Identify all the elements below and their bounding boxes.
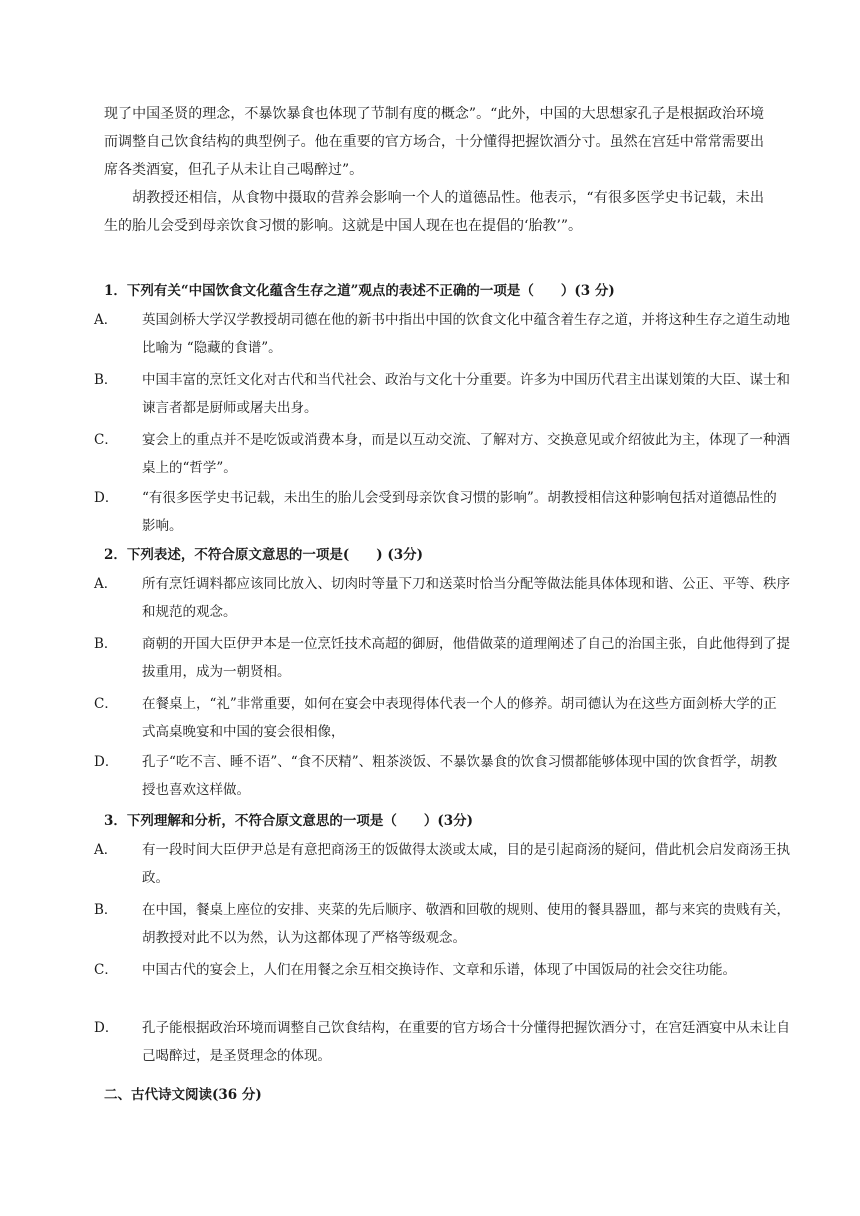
option-text: 中国丰富的烹饪文化对古代和当代社会、政治与文化十分重要。许多为中国历代君主出谋划策的大臣、谋士和谏言者都是厨师或屠夫出身。 [142, 372, 790, 416]
question-3-option-a [94, 836, 790, 892]
option-letter: B． [94, 372, 118, 388]
question-3-option-c [94, 956, 790, 984]
option-letter: A． [94, 842, 118, 858]
option-text: 所有烹饪调料都应该同比放入、切肉时等量下刀和送菜时恰当分配等做法能具体体现和谐、公正、平等、秩序和规范的观念。 [142, 576, 790, 620]
question-2-option-c [94, 690, 790, 746]
question-3-stem: 3．下列理解和分析，不符合原文意思的一项是（ ）(3分) [104, 813, 474, 829]
question-1-option-d [94, 484, 790, 540]
option-text: 孔子能根据政治环境而调整自己饮食结构，在重要的官方场合十分懂得把握饮酒分寸，在宫廷酒宴中从未让自己喝醉过，是圣贤理念的体现。 [142, 1020, 790, 1064]
option-letter: B． [94, 902, 118, 918]
passage-paragraph-1: 现了中国圣贤的理念，不暴饮暴食也体现了节制有度的概念”。“此外，中国的大思想家孔子是根据政治环境而调整自己饮食结构的典型例子。他在重要的官方场合，十分懂得把握饮酒分寸。虽然在宫廷中常常需要出席各类酒宴，但孔子从未让自己喝醉过”。 [104, 106, 764, 178]
option-text: 在餐桌上，“礼”非常重要，如何在宴会中表现得体代表一个人的修养。胡司德认为在这些方面剑桥大学的正式高桌晚宴和中国的宴会很相像， [142, 696, 777, 740]
option-letter: D． [94, 1020, 119, 1036]
option-letter: D． [94, 754, 119, 770]
question-2-option-a [94, 570, 790, 626]
option-text: 英国剑桥大学汉学教授胡司德在他的新书中指出中国的饮食文化中蕴含着生存之道，并将这种生存之道生动地比喻为 “隐藏的食谱”。 [142, 312, 790, 356]
option-text: 宴会上的重点并不是吃饭或消费本身，而是以互动交流、了解对方、交换意见或介绍彼此为主，体现了一种酒桌上的“哲学”。 [142, 432, 790, 476]
section-2-heading: 二、古代诗文阅读(36 分) [104, 1087, 262, 1103]
passage-paragraph-2: 胡教授还相信，从食物中摄取的营养会影响一个人的道德品性。他表示，“有很多医学史书记载，未出生的胎儿会受到母亲饮食习惯的影响。这就是中国人现在也在提倡的‘胎教’”。 [104, 190, 764, 234]
question-3-option-b [94, 896, 790, 952]
option-letter: B． [94, 636, 118, 652]
option-letter: A． [94, 312, 118, 328]
question-2-option-d [94, 748, 790, 804]
option-text: 孔子“吃不言、睡不语”、“食不厌精”、粗茶淡饭、不暴饮暴食的饮食习惯都能够体现中国的饮食哲学，胡教授也喜欢这样做。 [142, 754, 778, 798]
option-letter: C． [94, 432, 118, 448]
question-1-stem: 1．下列有关“中国饮食文化蕴含生存之道”观点的表述不正确的一项是（ ）(3 分) [104, 283, 615, 299]
option-letter: C． [94, 696, 118, 712]
question-1-option-a [94, 306, 790, 362]
option-text: 商朝的开国大臣伊尹本是一位烹饪技术高超的御厨，他借做菜的道理阐述了自己的治国主张，自此他得到了提拔重用，成为一朝贤相。 [142, 636, 790, 680]
question-2-option-b [94, 630, 790, 686]
question-3-option-d [94, 1014, 790, 1070]
question-2-stem: 2．下列表述，不符合原文意思的一项是( ) (3分) [104, 547, 424, 563]
question-1-option-c [94, 426, 790, 482]
option-text: 中国古代的宴会上，人们在用餐之余互相交换诗作、文章和乐谱，体现了中国饭局的社会交往功能。 [142, 962, 736, 978]
option-letter: A． [94, 576, 118, 592]
question-1-option-b [94, 366, 790, 422]
option-text: “有很多医学史书记载，未出生的胎儿会受到母亲饮食习惯的影响”。胡教授相信这种影响包括对道德品性的影响。 [142, 490, 777, 534]
option-letter: D． [94, 490, 119, 506]
option-text: 有一段时间大臣伊尹总是有意把商汤王的饭做得太淡或太咸，目的是引起商汤的疑问，借此机会启发商汤王执政。 [142, 842, 790, 886]
option-letter: C． [94, 962, 118, 978]
option-text: 在中国，餐桌上座位的安排、夹菜的先后顺序、敬酒和回敬的规则、使用的餐具器皿，都与来宾的贵贱有关，胡教授对此不以为然，认为这都体现了严格等级观念。 [142, 902, 790, 946]
